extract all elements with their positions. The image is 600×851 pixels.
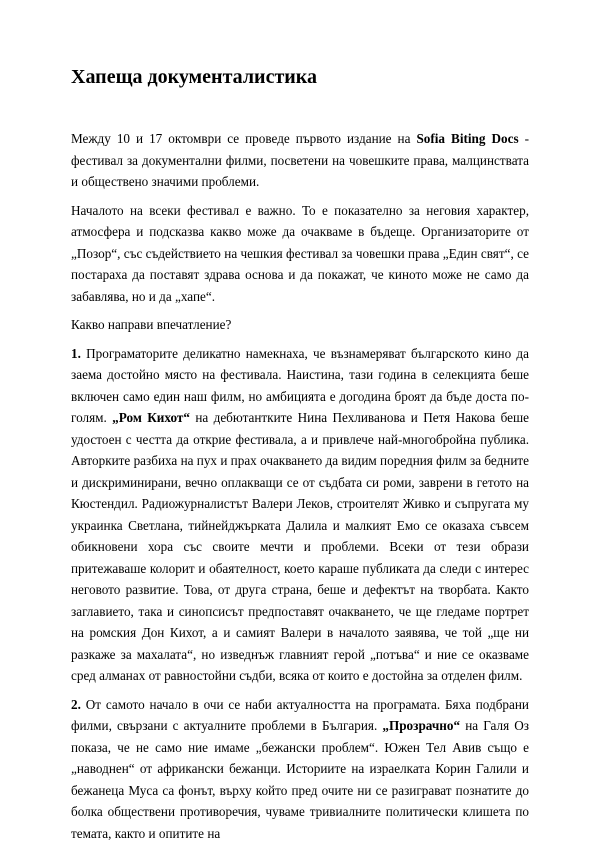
point-two-number: 2.: [71, 696, 81, 712]
point-one-text-end: на дебютантките Нина Пехливанова и Петя Накова беше удостоен с честта да открие фестивала, а и привлече най-многобройна публика. Авторките разбиха на пух и прах очакването да видим поредния филм за бедните и дискриминирани, вечно оплакващи се от съдбата си роми, заврени в гетото на Кюстендил. Радиожурналистът Валери Леков, строителят Живко и съпругата му украинка Светлана, тийнейджърката Далила и малкият Емо се оказаха съвсем обикновени хора със своите мечти и проблеми. Всеки от тези образи притежаваше колорит и обаятелност, което караше публиката да следи с интерес неговото развитие. Това, от друга страна, беше и дефектът на творбата. Както заглавието, така и синопсисът предпоставят очакването, че ще гледаме портрет на ромския Дон Кихот, а и самият Валери в началото заявява, че той „ще ни разкаже за махалата“, но изведнъж главният герой „потъва“ и ние се оказваме сред алманах от равностойни съдби, всяка от които е достойна за отделен филм.: [71, 410, 530, 683]
film-title-rom-kihot: „Ром Кихот“: [112, 410, 190, 425]
beginning-paragraph: Началото на всеки фестивал е важно. То е показателно за неговия характер, атмосфера и подсказва какво може да очакваме в бъдеще. Организаторите от „Позор“, със съдействието на чешкия фестивал за човешки права „Един свят“, се постараха да поставят здрава основа и да покажат, че киното може не само да забавлява, но и да „хапе“.: [71, 202, 529, 304]
intro-paragraph: [71, 128, 529, 193]
impression-question: Какво направи впечатление?: [71, 317, 232, 332]
point-two-text-start: От самото начало в очи се наби актуалността на програмата. Бяха подбрани филми, свързани с актуалните проблеми в България.: [71, 696, 529, 733]
point-one-number: 1.: [71, 345, 81, 361]
point-one-paragraph: [71, 343, 529, 687]
intro-text-end: - фестивал за документални филми, посветени на човешките права, малцинствата и обществено значими проблеми.: [71, 131, 529, 189]
article-title: Хапеща документалистика: [71, 66, 318, 88]
point-one-text-start: Програматорите деликатно намекнаха, че възнамеряват българското кино да заема достойно място на фестивала. Наистина, тази година в селекцията беше включен само един наш филм, но амбицията е догодина броят да бъде доста по-голям.: [71, 345, 529, 425]
intro-text-start: Между 10 и 17 октомври се проведе първото издание на: [71, 131, 417, 146]
point-two-text-end: на Галя Оз показа, че не само ние имаме „бежански проблем“. Южен Тел Авив също е „наводнен“ от африкански бежанци. Историите на израелката Корин Галили и бежанеца Муса са фонът, върху който пред очите ни се разиграват познатите до болка обществени противоречия, чуваме тривиалните политически клишета по темата, както и опитите на: [71, 718, 529, 841]
document-page: [71, 64, 529, 851]
festival-name: Sofia Biting Docs: [416, 131, 519, 146]
point-two-paragraph: [71, 694, 529, 845]
film-title-prozrachno: „Прозрачно“: [382, 718, 461, 733]
